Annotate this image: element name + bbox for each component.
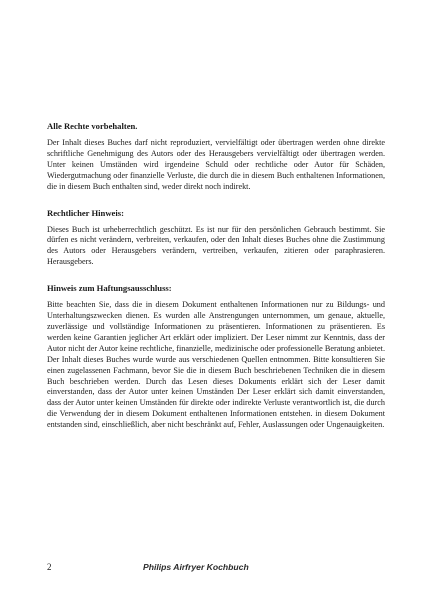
section-legal-notice [47, 208, 385, 269]
section-paragraph: Der Inhalt dieses Buches darf nicht reproduziert, vervielfältigt oder übertragen werden ohne direkte schriftliche Genehmigung des Autors oder des Herausgebers vervielfältigt oder übertragen werden. Unter keinen Umständen wird irgendeine Schuld oder rechtliche oder Autor für Schäden, Wiedergutmachung oder finanzielle Verluste, die durch die in diesem Buch enthaltenen Informationen, die in diesem Buch enthalten sind, weder direkt noch indirekt. [47, 138, 385, 191]
page-content [47, 121, 385, 445]
section-paragraph: Bitte beachten Sie, dass die in diesem Dokument enthaltenen Informationen nur zu Bildungs- und Unterhaltungszwecken dienen. Es wurden alle Anstrengungen unternommen, um genaue, aktuelle, zuverlässige und vollständige Informationen zu präsentieren. Informationen zu präsentieren. Es werden keine Garantien jeglicher Art erklärt oder impliziert. Der Leser nimmt zur Kenntnis, dass der Autor nicht der Autor keine rechtliche, finanzielle, medizinische oder professionelle Beratung anbietet. Der Inhalt dieses Buches wurde wurde aus verschiedenen Quellen entnommen. Bitte konsultieren Sie einen zugelassenen Fachmann, bevor Sie die in diesem Buch beschriebenen Techniken die in diesem Buch beschrieben werden. Durch das Lesen dieses Dokuments erklärt sich der Leser damit einverstanden, dass der Autor unter keinen Umständen Der Leser erklärt sich damit einverstanden, dass der Autor unter keinen Umständen für direkte oder indirekte Verluste verantwortlich ist, die durch die Verwendung der in diesem Dokument enthaltenen Informationen entstehen. in diesem Dokument entstanden sind, einschließlich, aber nicht beschränkt auf, Fehler, Auslassungen oder Ungenauigkeiten. [47, 300, 385, 430]
section-heading: Hinweis zum Haftungsausschluss: [47, 283, 172, 294]
section-heading: Rechtlicher Hinweis: [47, 207, 124, 218]
section-paragraph: Dieses Buch ist urheberrechtlich geschützt. Es ist nur für den persönlichen Gebrauch bestimmt. Sie dürfen es nicht verändern, verbreiten, verkaufen, oder den Inhalt dieses Buches ohne die Zustimmung des Autors oder Herausgebers verändern, vertreiben, verkaufen, zitieren oder paraphrasieren. Herausgebers. [47, 224, 385, 267]
page-footer [47, 560, 385, 574]
section-all-rights-reserved [47, 121, 385, 193]
running-title: Philips Airfryer Kochbuch [143, 562, 249, 572]
page-number: 2 [47, 562, 52, 572]
section-heading: Alle Rechte vorbehalten. [47, 121, 138, 131]
section-disclaimer [47, 283, 385, 431]
